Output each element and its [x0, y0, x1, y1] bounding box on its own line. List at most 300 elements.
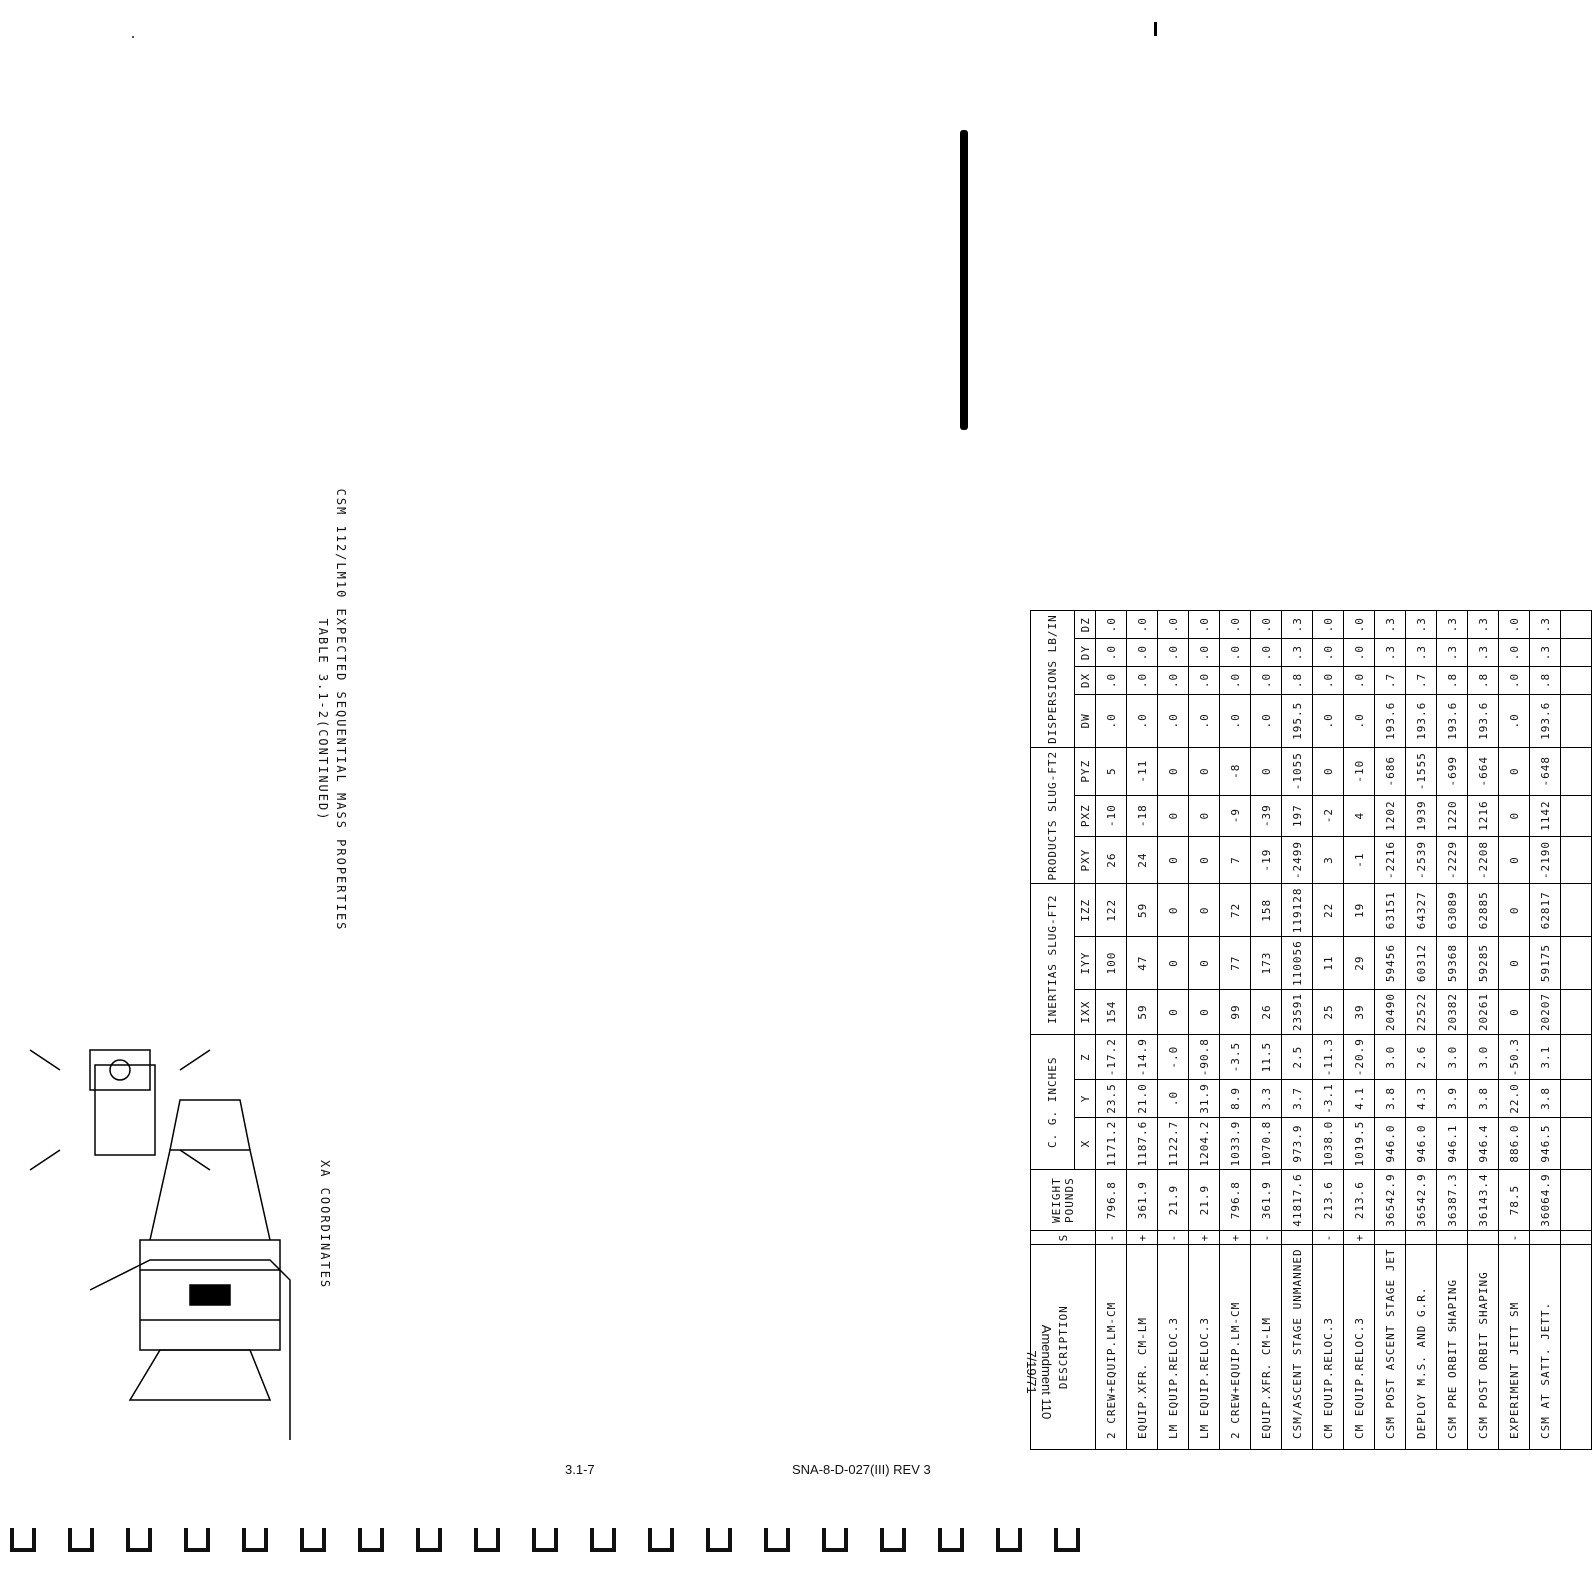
cell-z: -90.8 [1189, 1035, 1220, 1080]
cell-pyz: 0 [1251, 747, 1282, 795]
cell-empty [1561, 989, 1592, 1034]
cell-wt: 36064.9 [1530, 1170, 1561, 1230]
punch-hole-mark [416, 1528, 442, 1552]
col-header-s: S [1031, 1230, 1096, 1245]
cell-desc: EXPERIMENT JETT SM [1499, 1245, 1530, 1450]
cell-desc: CSM AT SATT. JETT. [1530, 1245, 1561, 1450]
cell-s: - [1251, 1230, 1282, 1245]
sub-header-z: Z [1075, 1035, 1096, 1080]
mass-properties-table-wrapper [1030, 610, 1592, 1450]
cell-dy: .0 [1313, 639, 1344, 667]
punch-hole-mark [590, 1528, 616, 1552]
table-row [1530, 611, 1561, 1450]
mass-properties-table [1030, 610, 1592, 1450]
cell-x: 1171.2 [1096, 1117, 1127, 1170]
cell-empty [1561, 937, 1592, 990]
punch-hole-mark [764, 1528, 790, 1552]
cell-dy: .0 [1158, 639, 1189, 667]
cell-empty [1561, 795, 1592, 836]
heavy-rule [960, 130, 968, 430]
cell-pxy: 0 [1158, 836, 1189, 884]
cell-ixx: 20490 [1375, 989, 1406, 1034]
cell-desc: LM EQUIP.RELOC.3 [1158, 1245, 1189, 1450]
table-subtitle: CSM 112/LM10 EXPECTED SEQUENTIAL MASS PROPERTIES [334, 488, 348, 932]
punch-hole-mark [532, 1528, 558, 1552]
punch-hole-mark [184, 1528, 210, 1552]
cell-iyy: 47 [1127, 937, 1158, 990]
cell-dx: .8 [1282, 667, 1313, 695]
cell-ixx: 0 [1189, 989, 1220, 1034]
cell-dx: .7 [1406, 667, 1437, 695]
cell-iyy: 60312 [1406, 937, 1437, 990]
cell-x: 946.0 [1375, 1117, 1406, 1170]
col-header-weight [1031, 1170, 1096, 1230]
col-header-dispersions: DISPERSIONS LB/IN [1031, 611, 1075, 748]
cell-dw: .0 [1344, 694, 1375, 747]
cell-y: 4.3 [1406, 1080, 1437, 1118]
cell-pxy: 24 [1127, 836, 1158, 884]
cell-pyz: -664 [1468, 747, 1499, 795]
cell-pyz: 5 [1096, 747, 1127, 795]
cell-dx: .0 [1220, 667, 1251, 695]
cell-izz: 119128 [1282, 884, 1313, 937]
cell-ixx: 25 [1313, 989, 1344, 1034]
cell-pxy: 0 [1189, 836, 1220, 884]
punch-hole-mark [648, 1528, 674, 1552]
sub-header-x: X [1075, 1117, 1096, 1170]
cell-x: 1187.6 [1127, 1117, 1158, 1170]
weight-label: WEIGHT [1050, 1177, 1063, 1223]
punch-hole-mark [474, 1528, 500, 1552]
table-title: TABLE 3.1-2(CONTINUED) [316, 618, 330, 822]
cell-ixx: 26 [1251, 989, 1282, 1034]
cell-dw: .0 [1251, 694, 1282, 747]
cell-dy: .3 [1375, 639, 1406, 667]
cell-y: 3.8 [1468, 1080, 1499, 1118]
cell-ixx: 22522 [1406, 989, 1437, 1034]
cell-pyz: -11 [1127, 747, 1158, 795]
cell-pxz: -39 [1251, 795, 1282, 836]
cell-pxy: 26 [1096, 836, 1127, 884]
cell-desc: CM EQUIP.RELOC.3 [1313, 1245, 1344, 1450]
cell-pxz: -2 [1313, 795, 1344, 836]
cell-wt: 361.9 [1251, 1170, 1282, 1230]
cell-wt: 21.9 [1158, 1170, 1189, 1230]
cell-dw: .0 [1220, 694, 1251, 747]
table-row [1437, 611, 1468, 1450]
cell-x: 1019.5 [1344, 1117, 1375, 1170]
cell-dx: .0 [1127, 667, 1158, 695]
cell-dx: .7 [1375, 667, 1406, 695]
cell-izz: 62817 [1530, 884, 1561, 937]
cell-y: 3.7 [1282, 1080, 1313, 1118]
cell-ixx: 20207 [1530, 989, 1561, 1034]
cell-dy: .3 [1437, 639, 1468, 667]
cell-dx: .0 [1096, 667, 1127, 695]
cell-wt: 796.8 [1220, 1170, 1251, 1230]
cell-y: 23.5 [1096, 1080, 1127, 1118]
cell-dz: .0 [1189, 611, 1220, 639]
table-row [1158, 611, 1189, 1450]
table-row-empty [1561, 611, 1592, 1450]
cell-dy: .0 [1189, 639, 1220, 667]
cell-dy: .0 [1499, 639, 1530, 667]
cell-empty [1561, 1170, 1592, 1230]
cell-desc: EQUIP.XFR. CM-LM [1127, 1245, 1158, 1450]
cell-x: 1204.2 [1189, 1117, 1220, 1170]
cell-pxz: 197 [1282, 795, 1313, 836]
punch-hole-mark [822, 1528, 848, 1552]
sub-header-ixx: IXX [1075, 989, 1096, 1034]
cell-pyz: -8 [1220, 747, 1251, 795]
cell-dz: .3 [1406, 611, 1437, 639]
cell-empty [1561, 1080, 1592, 1118]
cell-pyz: -1055 [1282, 747, 1313, 795]
punch-hole-mark [880, 1528, 906, 1552]
cell-pxz: 0 [1499, 795, 1530, 836]
cell-iyy: 59456 [1375, 937, 1406, 990]
cell-izz: 0 [1499, 884, 1530, 937]
group-header-row [1031, 611, 1075, 1450]
cell-iyy: 173 [1251, 937, 1282, 990]
cell-x: 973.9 [1282, 1117, 1313, 1170]
cell-s [1375, 1230, 1406, 1245]
cell-desc: CSM PRE ORBIT SHAPING [1437, 1245, 1468, 1450]
cell-dw: 193.6 [1468, 694, 1499, 747]
cell-dw: .0 [1313, 694, 1344, 747]
cell-iyy: 100 [1096, 937, 1127, 990]
cell-x: 946.5 [1530, 1117, 1561, 1170]
sub-header-dz: DZ [1075, 611, 1096, 639]
cell-dz: .0 [1344, 611, 1375, 639]
table-row [1096, 611, 1127, 1450]
punch-hole-mark [938, 1528, 964, 1552]
cell-y: 21.0 [1127, 1080, 1158, 1118]
cell-pxy: -1 [1344, 836, 1375, 884]
document-number: SNA-8-D-027(III) REV 3 [792, 1462, 931, 1477]
cell-s: - [1096, 1230, 1127, 1245]
cell-x: 1070.8 [1251, 1117, 1282, 1170]
punch-hole-mark [996, 1528, 1022, 1552]
cell-dw: 195.5 [1282, 694, 1313, 747]
punch-hole-mark [10, 1528, 36, 1552]
cell-empty [1561, 611, 1592, 639]
cell-dy: .0 [1096, 639, 1127, 667]
cell-ixx: 20382 [1437, 989, 1468, 1034]
cell-x: 1038.0 [1313, 1117, 1344, 1170]
cell-desc: EQUIP.XFR. CM-LM [1251, 1245, 1282, 1450]
table-row [1344, 611, 1375, 1450]
cell-ixx: 23591 [1282, 989, 1313, 1034]
cell-pyz: -648 [1530, 747, 1561, 795]
cell-iyy: 29 [1344, 937, 1375, 990]
cell-dy: .0 [1220, 639, 1251, 667]
cell-wt: 796.8 [1096, 1170, 1127, 1230]
cell-wt: 41817.6 [1282, 1170, 1313, 1230]
cell-desc: 2 CREW+EQUIP.LM-CM [1096, 1245, 1127, 1450]
cell-pxy: -2190 [1530, 836, 1561, 884]
cell-s: + [1127, 1230, 1158, 1245]
amendment-date: 7/19/71 [1024, 1350, 1039, 1394]
cell-dw: 193.6 [1375, 694, 1406, 747]
cell-s [1406, 1230, 1437, 1245]
cell-desc: CSM/ASCENT STAGE UNMANNED [1282, 1245, 1313, 1450]
cell-pxz: -10 [1096, 795, 1127, 836]
sub-header-dw: DW [1075, 694, 1096, 747]
table-row [1468, 611, 1499, 1450]
cell-empty [1561, 1035, 1592, 1080]
cell-x: 1033.9 [1220, 1117, 1251, 1170]
cell-izz: 59 [1127, 884, 1158, 937]
cell-wt: 361.9 [1127, 1170, 1158, 1230]
cell-izz: 19 [1344, 884, 1375, 937]
cell-pxy: 0 [1499, 836, 1530, 884]
cell-y: 22.0 [1499, 1080, 1530, 1118]
cell-z: 2.6 [1406, 1035, 1437, 1080]
col-header-inertias: INERTIAS SLUG-FT2 [1031, 884, 1075, 1035]
cell-izz: 64327 [1406, 884, 1437, 937]
cell-dz: .0 [1251, 611, 1282, 639]
punch-hole-mark [1054, 1528, 1080, 1552]
cell-izz: 63151 [1375, 884, 1406, 937]
cell-dz: .0 [1127, 611, 1158, 639]
cell-desc: LM EQUIP.RELOC.3 [1189, 1245, 1220, 1450]
cell-dx: .8 [1468, 667, 1499, 695]
cell-wt: 36542.9 [1406, 1170, 1437, 1230]
cell-pxy: -2208 [1468, 836, 1499, 884]
cell-dx: .8 [1437, 667, 1468, 695]
cell-dy: .3 [1468, 639, 1499, 667]
cell-dy: .0 [1344, 639, 1375, 667]
cell-z: 11.5 [1251, 1035, 1282, 1080]
punch-hole-mark [242, 1528, 268, 1552]
cell-izz: 0 [1158, 884, 1189, 937]
cell-wt: 36387.3 [1437, 1170, 1468, 1230]
punch-hole-mark [68, 1528, 94, 1552]
punch-hole-mark [300, 1528, 326, 1552]
cell-dx: .0 [1251, 667, 1282, 695]
cell-ixx: 99 [1220, 989, 1251, 1034]
cell-dz: .3 [1530, 611, 1561, 639]
cell-empty [1561, 836, 1592, 884]
cell-s [1437, 1230, 1468, 1245]
cell-empty [1561, 694, 1592, 747]
cell-x: 946.4 [1468, 1117, 1499, 1170]
cell-pxy: -2499 [1282, 836, 1313, 884]
cell-pyz: 0 [1499, 747, 1530, 795]
cell-dy: .3 [1530, 639, 1561, 667]
table-body [1096, 611, 1592, 1450]
sub-header-dy: DY [1075, 639, 1096, 667]
cell-dy: .3 [1282, 639, 1313, 667]
cell-izz: 62885 [1468, 884, 1499, 937]
cell-izz: 63089 [1437, 884, 1468, 937]
page-number: 3.1-7 [565, 1462, 595, 1477]
sub-header-dx: DX [1075, 667, 1096, 695]
cell-z: 3.0 [1468, 1035, 1499, 1080]
cell-empty [1561, 884, 1592, 937]
cell-s: + [1189, 1230, 1220, 1245]
cell-x: 886.0 [1499, 1117, 1530, 1170]
cell-s [1282, 1230, 1313, 1245]
sub-header-pxz: PXZ [1075, 795, 1096, 836]
cell-pyz: 0 [1158, 747, 1189, 795]
command-service-module-drawing [90, 1100, 290, 1440]
margin-tick [1154, 22, 1157, 36]
sub-header-iyy: IYY [1075, 937, 1096, 990]
cell-dw: .0 [1096, 694, 1127, 747]
cell-pxy: -2229 [1437, 836, 1468, 884]
cell-s: - [1313, 1230, 1344, 1245]
cell-x: 946.1 [1437, 1117, 1468, 1170]
table-row [1189, 611, 1220, 1450]
cell-iyy: 0 [1189, 937, 1220, 990]
cell-empty [1561, 1230, 1592, 1245]
cell-dx: .0 [1158, 667, 1189, 695]
table-row [1313, 611, 1344, 1450]
cell-z: -.0 [1158, 1035, 1189, 1080]
cell-wt: 78.5 [1499, 1170, 1530, 1230]
cell-wt: 21.9 [1189, 1170, 1220, 1230]
cell-empty [1561, 747, 1592, 795]
sub-header-izz: IZZ [1075, 884, 1096, 937]
table-row [1499, 611, 1530, 1450]
cell-y: 3.9 [1437, 1080, 1468, 1118]
cell-iyy: 59285 [1468, 937, 1499, 990]
margin-speck [132, 36, 134, 38]
cell-dx: .0 [1499, 667, 1530, 695]
table-row [1406, 611, 1437, 1450]
cell-s: - [1499, 1230, 1530, 1245]
cell-desc: CM EQUIP.RELOC.3 [1344, 1245, 1375, 1450]
cell-z: 3.0 [1437, 1035, 1468, 1080]
amendment-number: Amendment 110 [1039, 1324, 1054, 1420]
cell-pxy: -2216 [1375, 836, 1406, 884]
cell-pyz: -10 [1344, 747, 1375, 795]
col-header-products: PRODUCTS SLUG-FT2 [1031, 747, 1075, 884]
cell-y: 3.3 [1251, 1080, 1282, 1118]
cell-y: 3.8 [1375, 1080, 1406, 1118]
cell-desc: CSM POST ASCENT STAGE JET [1375, 1245, 1406, 1450]
weight-unit: POUNDS [1063, 1177, 1076, 1223]
cell-pxy: 7 [1220, 836, 1251, 884]
cell-s [1530, 1230, 1561, 1245]
cell-desc: 2 CREW+EQUIP.LM-CM [1220, 1245, 1251, 1450]
cell-y: 3.8 [1530, 1080, 1561, 1118]
cell-pxz: 1142 [1530, 795, 1561, 836]
cell-pxz: 1202 [1375, 795, 1406, 836]
cell-pxy: -19 [1251, 836, 1282, 884]
cell-dx: .0 [1344, 667, 1375, 695]
sub-header-pxy: PXY [1075, 836, 1096, 884]
cell-s: + [1220, 1230, 1251, 1245]
punch-hole-mark [358, 1528, 384, 1552]
cell-pyz: -699 [1437, 747, 1468, 795]
cell-wt: 36143.4 [1468, 1170, 1499, 1230]
csm-lm-spacecraft-illustration [20, 1040, 330, 1460]
cell-s: - [1158, 1230, 1189, 1245]
cell-y: 31.9 [1189, 1080, 1220, 1118]
cell-dw: 193.6 [1530, 694, 1561, 747]
table-row [1127, 611, 1158, 1450]
punch-hole-mark [126, 1528, 152, 1552]
cell-ixx: 59 [1127, 989, 1158, 1034]
cell-ixx: 154 [1096, 989, 1127, 1034]
cell-izz: 158 [1251, 884, 1282, 937]
cell-ixx: 20261 [1468, 989, 1499, 1034]
cell-pxz: 1220 [1437, 795, 1468, 836]
cell-pxz: 1939 [1406, 795, 1437, 836]
cell-iyy: 77 [1220, 937, 1251, 990]
sub-header-pyz: PYZ [1075, 747, 1096, 795]
table-row [1251, 611, 1282, 1450]
cell-pxz: -9 [1220, 795, 1251, 836]
cell-ixx: 0 [1158, 989, 1189, 1034]
cell-empty [1561, 667, 1592, 695]
cell-empty [1561, 1245, 1592, 1450]
col-header-description: DESCRIPTION [1031, 1245, 1096, 1450]
cell-z: -50.3 [1499, 1035, 1530, 1080]
cell-pyz: -1555 [1406, 747, 1437, 795]
cell-pyz: 0 [1313, 747, 1344, 795]
cell-pxz: -18 [1127, 795, 1158, 836]
cell-iyy: 0 [1499, 937, 1530, 990]
cell-pyz: 0 [1189, 747, 1220, 795]
cell-iyy: 59175 [1530, 937, 1561, 990]
cell-izz: 22 [1313, 884, 1344, 937]
cell-z: 3.1 [1530, 1035, 1561, 1080]
cell-dx: .0 [1313, 667, 1344, 695]
cell-z: -17.2 [1096, 1035, 1127, 1080]
cell-dz: .0 [1158, 611, 1189, 639]
table-row [1220, 611, 1251, 1450]
cell-iyy: 11 [1313, 937, 1344, 990]
cell-dz: .3 [1375, 611, 1406, 639]
cell-dz: .0 [1313, 611, 1344, 639]
cell-izz: 72 [1220, 884, 1251, 937]
cell-y: 4.1 [1344, 1080, 1375, 1118]
coords-label: XA COORDINATES [318, 1160, 332, 1290]
cell-s: + [1344, 1230, 1375, 1245]
cell-iyy: 0 [1158, 937, 1189, 990]
punch-hole-mark [706, 1528, 732, 1552]
cell-dw: .0 [1127, 694, 1158, 747]
cell-dz: .0 [1096, 611, 1127, 639]
cell-dw: 193.6 [1406, 694, 1437, 747]
cell-iyy: 59368 [1437, 937, 1468, 990]
cell-pxz: 0 [1189, 795, 1220, 836]
cell-dw: .0 [1189, 694, 1220, 747]
cell-pxy: 3 [1313, 836, 1344, 884]
cell-dy: .0 [1251, 639, 1282, 667]
cell-pxy: -2539 [1406, 836, 1437, 884]
table-row [1375, 611, 1406, 1450]
cell-dz: .3 [1468, 611, 1499, 639]
cell-z: -3.5 [1220, 1035, 1251, 1080]
cell-pxz: 4 [1344, 795, 1375, 836]
sub-header-y: Y [1075, 1080, 1096, 1118]
cell-x: 1122.7 [1158, 1117, 1189, 1170]
cell-dw: 193.6 [1437, 694, 1468, 747]
cell-wt: 36542.9 [1375, 1170, 1406, 1230]
cell-dx: .0 [1189, 667, 1220, 695]
cell-desc: DEPLOY M.S. AND G.R. [1406, 1245, 1437, 1450]
cell-izz: 0 [1189, 884, 1220, 937]
cell-wt: 213.6 [1344, 1170, 1375, 1230]
cell-ixx: 39 [1344, 989, 1375, 1034]
cell-empty [1561, 639, 1592, 667]
cell-z: 2.5 [1282, 1035, 1313, 1080]
